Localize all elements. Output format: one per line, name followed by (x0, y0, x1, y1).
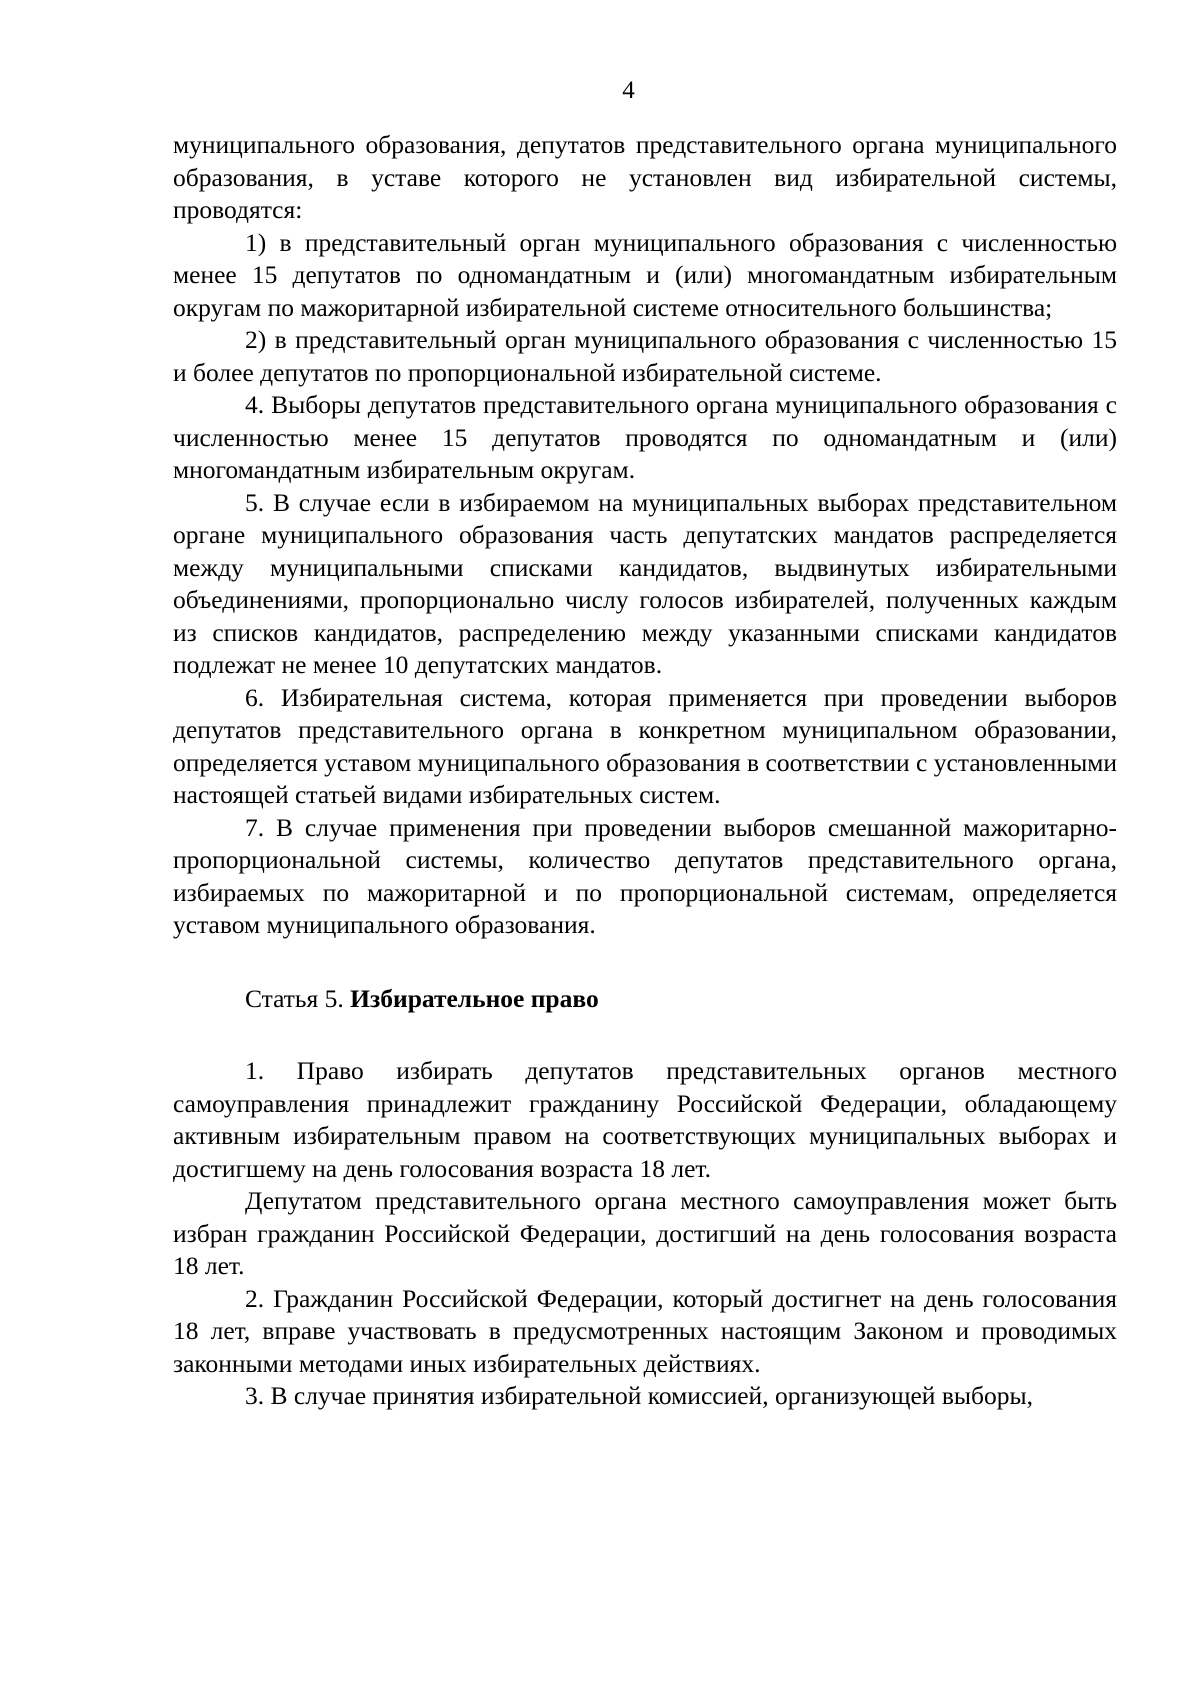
paragraph-article5-part-1-second: Депутатом представительного органа местного самоуправления может быть избран гражданин Российской Федерации, достигший на день голосования возраста 18 лет. (173, 1186, 1117, 1280)
paragraph-item-1: 1) в представительный орган муниципального образования с численностью менее 15 депутатов по одномандатным и (или) многомандатным избирательным округам по мажоритарной избирательной системе относительного большинства; (173, 227, 1117, 322)
paragraph-intro: муниципального образования, депутатов представительного органа муниципального образования, в уставе которого не установлен вид избирательной системы, проводятся: (173, 130, 1117, 224)
paragraph-article5-part-1: 1. Право избирать депутатов представительных органов местного самоуправления принадлежит гражданину Российской Федерации, обладающему активным избирательным правом на соответствующих муниципальных выборах и достигшему на день голосования возраста 18 лет. (173, 1056, 1117, 1183)
paragraph-part-7: 7. В случае применения при проведении выборов смешанной мажоритарно-пропорциональной системы, количество депутатов представительного органа, избираемых по мажоритарной и по пропорциональной системам, определяется уставом муниципального образования. (173, 812, 1117, 939)
paragraph-part-5: 5. В случае если в избираемом на муниципальных выборах представительном органе муниципального образования часть депутатских мандатов распределяется между муниципальными списками кандидатов, выдвинутых избирательными объединениями, пропорционально числу голосов избирателей, полученных каждым из списков кандидатов, распределению между указанными списками кандидатов подлежат не менее 10 депутатских мандатов. (173, 487, 1117, 679)
article-label: Статья 5. (245, 983, 344, 1013)
article-heading (245, 983, 1117, 1016)
paragraph-part-4: 4. Выборы депутатов представительного органа муниципального образования с численностью менее 15 депутатов проводятся по одномандатным и (или) многомандатным избирательным округам. (173, 390, 1117, 484)
paragraph-part-6: 6. Избирательная система, которая применяется при проведении выборов депутатов представительного органа в конкретном муниципальном образовании, определяется уставом муниципального образования в соответствии с установленными настоящей статьей видами избирательных систем. (173, 682, 1117, 809)
paragraph-article5-part-2: 2. Гражданин Российской Федерации, который достигнет на день голосования 18 лет, вправе участвовать в предусмотренных настоящим Законом и проводимых законными методами иных избирательных действиях. (173, 1283, 1117, 1378)
paragraph-item-2: 2) в представительный орган муниципального образования с численностью 15 и более депутатов по пропорциональной избирательной системе. (173, 325, 1117, 387)
paragraph-article5-part-3: 3. В случае принятия избирательной комиссией, организующей выборы, (245, 1381, 1033, 1410)
page-number: 4 (622, 77, 635, 104)
article-title: Избирательное право (350, 983, 599, 1013)
document-body (173, 129, 1117, 1413)
